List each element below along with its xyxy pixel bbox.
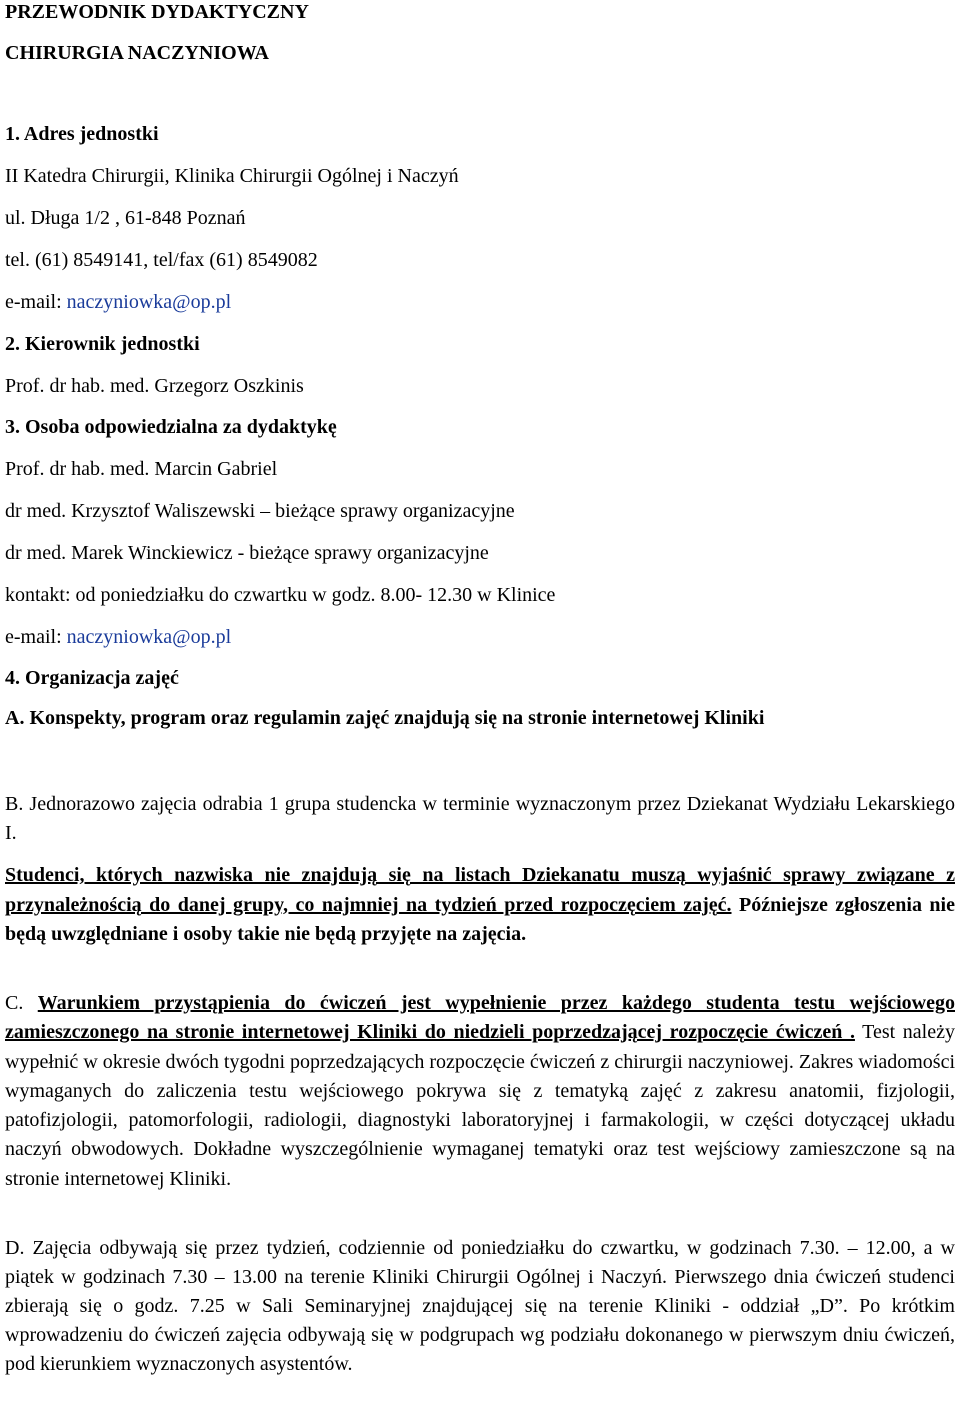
email-link[interactable]: naczyniowka@op.pl (66, 291, 232, 313)
paragraph-students (5, 861, 955, 950)
section-2-heading: 2. Kierownik jednostki (5, 333, 200, 355)
paragraph-d: D. Zajęcia odbywają się przez tydzień, codziennie od poniedziałku do czwartku, w godzinach 7.30. – 12.00, a w piątek w godzinach 7.30 – 13.00 na terenie Kliniki Chirurgii Ogólnej i Naczyń. Pierwszego dnia ćwiczeń studenci zbierają się o godz. 7.25 w Sali Seminaryjnej znajdującej się na terenie Kliniki - oddział „D”. Po krótkim wprowadzeniu do ćwiczeń zajęcia odbywają się w podgrupach wg podziału dokonanego w pierwszym dniu ćwiczeń, pod kierunkiem wyznaczonych asystentów. (5, 1237, 955, 1375)
paragraph-a: A. Konspekty, program oraz regulamin zajęć znajdują się na stronie internetowej Kliniki (5, 707, 765, 729)
section-3-heading: 3. Osoba odpowiedzialna za dydaktykę (5, 416, 337, 438)
c-condition: Warunkiem przystąpienia do ćwiczeń jest wypełnienie przez każdego studenta testu wejściowego zamieszczonego na stronie internetowej Kliniki do niedzieli poprzedzającej rozpoczęcie ćwiczeń . (5, 992, 955, 1044)
responsible-person-3: dr med. Marek Winckiewicz - bieżące sprawy organizacyjne (5, 542, 489, 564)
email-line-1 (5, 290, 231, 314)
unit-name: II Katedra Chirurgii, Klinika Chirurgii Ogólnej i Naczyń (5, 165, 459, 187)
c-prefix: C. (5, 992, 38, 1014)
doc-title-line2: CHIRURGIA NACZYNIOWA (5, 42, 269, 64)
email-link[interactable]: naczyniowka@op.pl (66, 626, 232, 648)
responsible-person-2: dr med. Krzysztof Waliszewski – bieżące sprawy organizacyjne (5, 500, 515, 522)
unit-head: Prof. dr hab. med. Grzegorz Oszkinis (5, 375, 304, 397)
students-rest: Późniejsze zgłoszenia nie będą uwzględniane i osoby takie nie będą przyjęte na zajęcia. (5, 893, 955, 945)
section-1-heading: 1. Adres jednostki (5, 123, 159, 145)
paragraph-b: B. Jednorazowo zajęcia odrabia 1 grupa studencka w terminie wyznaczonym przez Dziekanat Wydziału Lekarskiego I. (5, 793, 955, 844)
contact-hours: kontakt: od poniedziałku do czwartku w godz. 8.00- 12.30 w Klinice (5, 584, 556, 606)
street-address: ul. Długa 1/2 , 61-848 Poznań (5, 207, 246, 229)
responsible-person-1: Prof. dr hab. med. Marcin Gabriel (5, 458, 278, 480)
c-details: Test należy wypełnić w okresie dwóch tygodni poprzedzających rozpoczęcie ćwiczeń z chirurgii naczyniowej. Zakres wiadomości wymaganych do zaliczenia testu wejściowego pokrywa się z tematyką zajęć z zakresu anatomii, fizjologii, patofizjologii, patomorfologii, radiologii, diagnostyki laboratoryjnej i farmakologii, w części dotyczącej układu naczyń obwodowych. Dokładne wyszczególnienie wymaganej tematyki oraz test wejściowy zamieszczone są na stronie internetowej Kliniki. (5, 1021, 955, 1190)
section-4-heading: 4. Organizacja zajęć (5, 667, 179, 689)
doc-title-line1: PRZEWODNIK DYDAKTYCZNY (5, 1, 309, 23)
email-label: e-mail: (5, 626, 67, 648)
phone-numbers: tel. (61) 8549141, tel/fax (61) 8549082 (5, 249, 318, 271)
students-underlined: Studenci, których nazwiska nie znajdują się na listach Dziekanatu muszą wyjaśnić sprawy związane z przynależnością do danej grupy, co najmniej na tydzień przed rozpoczęciem zajęć. (5, 864, 955, 916)
email-label: e-mail: (5, 291, 67, 313)
email-line-2 (5, 625, 231, 649)
paragraph-c (5, 989, 955, 1194)
